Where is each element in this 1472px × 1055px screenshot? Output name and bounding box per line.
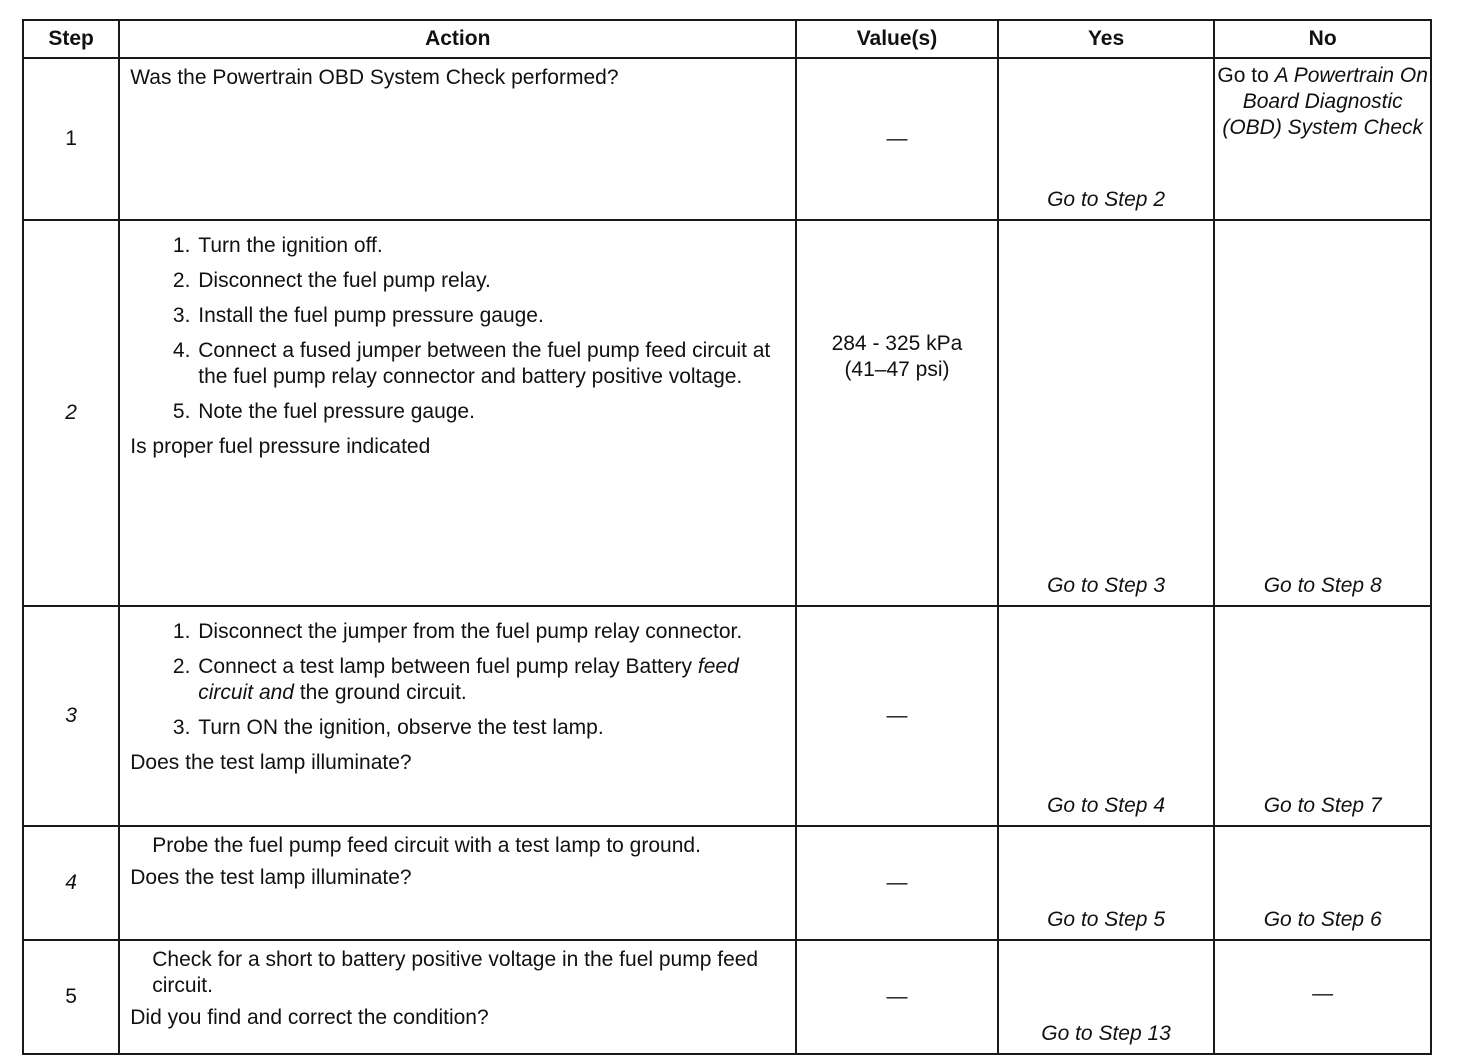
list-item: 4. Connect a fused jumper between the fuel pump feed circuit at the fuel pump relay connector and battery positive voltage. (196, 338, 785, 390)
table-row (23, 606, 1431, 826)
yes-cell: Go to Step 2 (998, 58, 1215, 220)
action-instruction: Probe the fuel pump feed circuit with a test lamp to ground. (152, 834, 701, 857)
yes-cell: Go to Step 3 (998, 220, 1215, 606)
value-line: 284 - 325 kPa (831, 332, 963, 355)
diagnostic-table (22, 19, 1432, 1055)
value-cell: — (796, 58, 998, 220)
no-reference: A Powertrain On Board Diagnostic (OBD) System Check (1222, 64, 1428, 139)
list-item (196, 654, 785, 706)
header-values: Value(s) (796, 20, 998, 58)
step-number: 1 (23, 58, 119, 220)
list-item-emphasis: feed circuit and (198, 655, 739, 704)
no-cell: — (1214, 940, 1431, 1054)
list-item-text: Connect a test lamp between fuel pump relay Battery (198, 655, 693, 678)
action-question: Was the Powertrain OBD System Check performed? (130, 66, 619, 89)
no-cell: Go to Step 6 (1214, 826, 1431, 940)
list-item-text: the ground circuit. (299, 681, 467, 704)
header-no: No (1214, 20, 1431, 58)
action-question: Does the test lamp illuminate? (130, 751, 412, 774)
list-item: 5. Note the fuel pressure gauge. (196, 399, 785, 425)
action-steps-list (130, 619, 785, 741)
action-question: Does the test lamp illuminate? (130, 866, 412, 889)
list-item: 1. Disconnect the jumper from the fuel pump relay connector. (196, 619, 785, 645)
no-cell (1214, 58, 1431, 220)
table-row (23, 220, 1431, 606)
yes-cell: Go to Step 13 (998, 940, 1215, 1054)
yes-cell: Go to Step 4 (998, 606, 1215, 826)
no-cell: Go to Step 8 (1214, 220, 1431, 606)
yes-cell: Go to Step 5 (998, 826, 1215, 940)
action-cell (119, 58, 796, 220)
header-yes: Yes (998, 20, 1215, 58)
table-row (23, 826, 1431, 940)
step-number: 4 (23, 826, 119, 940)
action-cell (119, 940, 796, 1054)
value-line: (41–47 psi) (844, 358, 950, 381)
no-prefix: Go to (1217, 64, 1269, 87)
list-item: 3. Install the fuel pump pressure gauge. (196, 303, 785, 329)
action-cell (119, 826, 796, 940)
value-cell: — (796, 826, 998, 940)
header-action: Action (119, 20, 796, 58)
step-number: 3 (23, 606, 119, 826)
value-cell: — (796, 940, 998, 1054)
action-question: Did you find and correct the condition? (130, 1006, 489, 1029)
action-cell (119, 220, 796, 606)
value-cell (796, 220, 998, 606)
step-number: 2 (23, 220, 119, 606)
no-cell: Go to Step 7 (1214, 606, 1431, 826)
value-cell: — (796, 606, 998, 826)
action-steps-list (130, 233, 785, 425)
list-item: 3. Turn ON the ignition, observe the test lamp. (196, 715, 785, 741)
table-row (23, 58, 1431, 220)
step-number: 5 (23, 940, 119, 1054)
table-row (23, 940, 1431, 1054)
action-cell (119, 606, 796, 826)
list-item: 2. Disconnect the fuel pump relay. (196, 268, 785, 294)
action-question: Is proper fuel pressure indicated (130, 435, 431, 458)
action-instruction: Check for a short to battery positive voltage in the fuel pump feed circuit. (152, 948, 759, 997)
header-step: Step (23, 20, 119, 58)
list-item: 1. Turn the ignition off. (196, 233, 785, 259)
header-row (23, 20, 1431, 58)
